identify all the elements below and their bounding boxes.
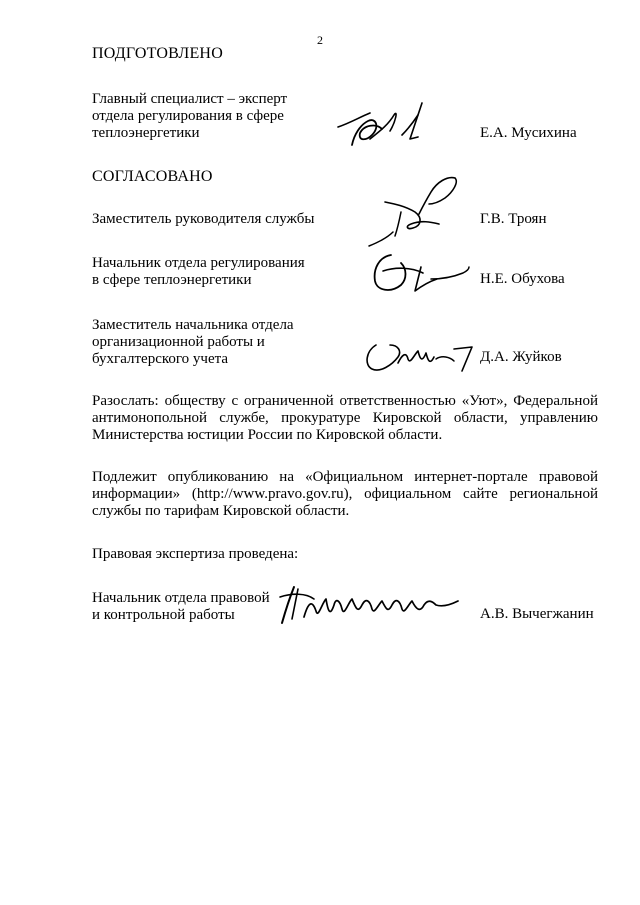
- prepared-signer-name: Е.А. Мусихина: [480, 125, 577, 141]
- agreed-heading: СОГЛАСОВАНО: [92, 168, 213, 185]
- distribution-paragraph: Разослать: обществу с ограниченной ответственностью «Уют», Федеральной антимонопольной службе, прокуратуре Кировской области, управлению Министерства юстиции России по Кировской области.: [92, 393, 598, 443]
- agreed-signer-2-name: Н.Е. Обухова: [480, 271, 565, 287]
- signature-obukhova: [365, 245, 475, 305]
- agreed-signer-1-position: Заместитель руководителя службы: [92, 211, 315, 227]
- prepared-heading: ПОДГОТОВЛЕНО: [92, 45, 223, 62]
- signature-musikhina: [330, 95, 450, 155]
- legal-review-note: Правовая экспертиза проведена:: [92, 546, 299, 562]
- legal-review-signer-name: А.В. Вычегжанин: [480, 606, 594, 622]
- legal-review-signer-position: Начальник отдела правовой и контрольной работы: [92, 590, 270, 623]
- signature-vychegzhanin: [272, 583, 472, 631]
- publication-paragraph: Подлежит опубликованию на «Официальном интернет-портале правовой информации» (http://www.pravo.gov.ru), официальном сайте региональной службы по тарифам Кировской области.: [92, 469, 598, 519]
- agreed-signer-3-position: Заместитель начальника отдела организационной работы и бухгалтерского учета: [92, 317, 294, 367]
- agreed-signer-1-name: Г.В. Троян: [480, 211, 547, 227]
- agreed-signer-2-position: Начальник отдела регулирования в сфере теплоэнергетики: [92, 255, 305, 288]
- prepared-signer-position: Главный специалист – эксперт отдела регулирования в сфере теплоэнергетики: [92, 91, 288, 141]
- signature-zhuikov: [358, 335, 478, 380]
- page-number: 2: [317, 33, 323, 47]
- agreed-signer-3-name: Д.А. Жуйков: [480, 349, 562, 365]
